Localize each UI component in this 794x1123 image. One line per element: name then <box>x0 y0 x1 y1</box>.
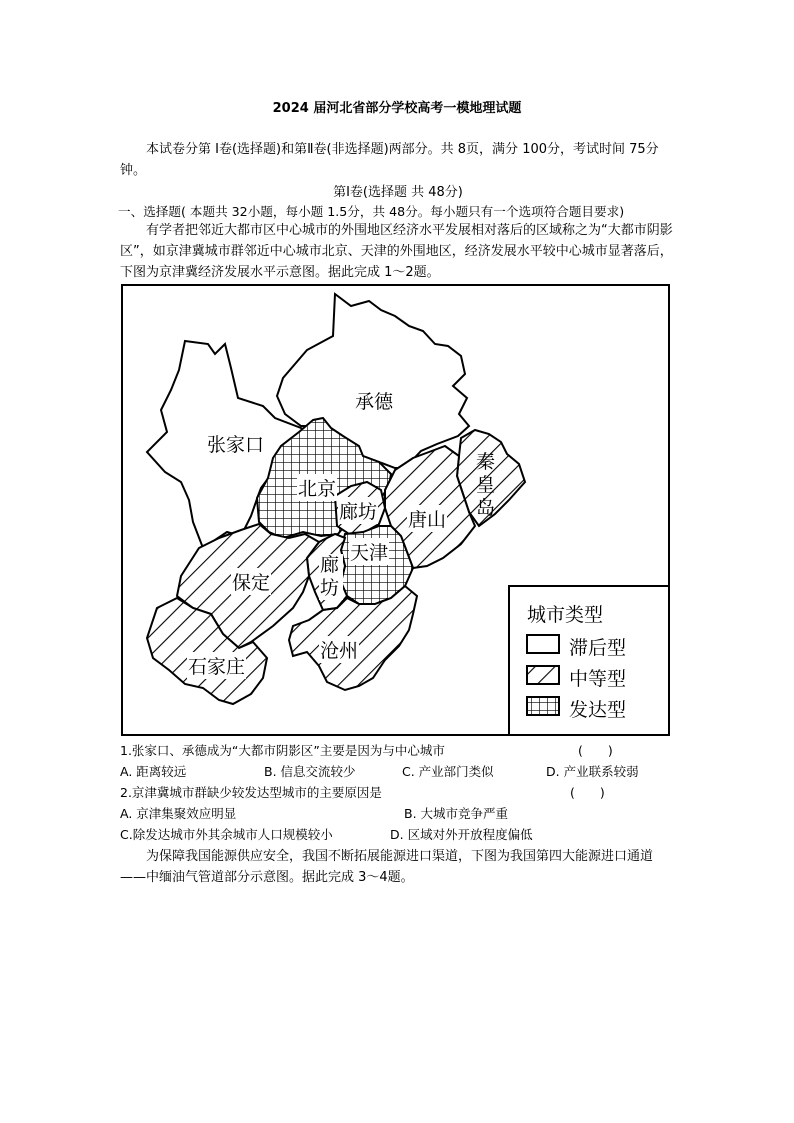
passage-2: 为保障我国能源供应安全，我国不断拓展能源进口渠道，下图为我国第四大能源进口通道——中缅油气管道部分示意图。据此完成 3～4题。 <box>120 849 654 885</box>
legend-title: 城市类型 <box>527 604 604 626</box>
label-cangzhou: 沧州 <box>319 636 359 663</box>
label-qinhuangdao: 秦皇岛 <box>476 451 496 519</box>
question-2-option-c: C.除发达城市外其余城市人口规模较小 <box>120 827 333 842</box>
question-1 <box>120 741 676 761</box>
label-baoding: 保定 <box>231 568 271 595</box>
intro-paragraph: 本试卷分第 Ⅰ卷(选择题)和第Ⅱ卷(非选择题)两部分。共 8页，满分 100分，考试时间 75分钟。 <box>120 142 659 178</box>
question-1-stem: 1.张家口、承德成为“大都市阴影区”主要是因为与中心城市 <box>120 743 445 758</box>
label-zhangjiakou: 张家口 <box>207 434 265 456</box>
question-2-option-d: D. 区域对外开放程度偏低 <box>390 827 533 842</box>
label-beijing: 北京 <box>297 474 337 501</box>
legend-swatch-developed <box>527 697 559 715</box>
label-shijiazhuang: 石家庄 <box>187 652 246 679</box>
label-langfang-north: 廊坊 <box>338 497 378 524</box>
question-1-option-c: C. 产业部门类似 <box>402 764 494 779</box>
legend-label-developed: 发达型 <box>569 699 627 721</box>
legend-swatch-medium <box>527 666 559 684</box>
label-tangshan: 唐山 <box>407 505 447 532</box>
legend-label-medium: 中等型 <box>569 668 627 690</box>
jingjinji-map <box>121 284 670 736</box>
label-tianjin: 天津 <box>349 538 389 565</box>
label-langfang-south: 廊坊 <box>319 554 343 600</box>
legend-label-lagging: 滞后型 <box>569 637 627 659</box>
passage-1: 有学者把邻近大都市区中心城市的外围地区经济水平发展相对落后的区域称之为“大都市阴影区”，如京津冀城市群邻近中心城市北京、天津的外围地区，经济发展水平较中心城市显著落后，下图为京津冀经济发展水平示意图。据此完成 1～2题。 <box>120 223 673 280</box>
question-1-blank: ( ) <box>578 743 613 758</box>
question-2 <box>120 783 676 803</box>
exam-title: 2024 届河北省部分学校高考一模地理试题 <box>272 101 522 116</box>
question-2-stem: 2.京津冀城市群缺少较发达型城市的主要原因是 <box>120 785 382 800</box>
question-2-blank: ( ) <box>570 785 605 800</box>
label-chengde: 承德 <box>355 391 394 413</box>
question-2-option-a: A. 京津集聚效应明显 <box>120 806 237 821</box>
question-1-option-b: B. 信息交流较少 <box>264 764 356 779</box>
question-2-option-b: B. 大城市竞争严重 <box>404 806 509 821</box>
question-1-option-d: D. 产业联系较弱 <box>546 764 639 779</box>
question-1-option-a: A. 距离较远 <box>120 764 187 779</box>
section-heading: 第Ⅰ卷(选择题 共 48分) <box>333 185 463 200</box>
part-heading: 一、选择题( 本题共 32小题，每小题 1.5分，共 48分。每小题只有一个选项符合题目要求) <box>118 204 625 219</box>
legend-swatch-lagging <box>527 635 559 653</box>
